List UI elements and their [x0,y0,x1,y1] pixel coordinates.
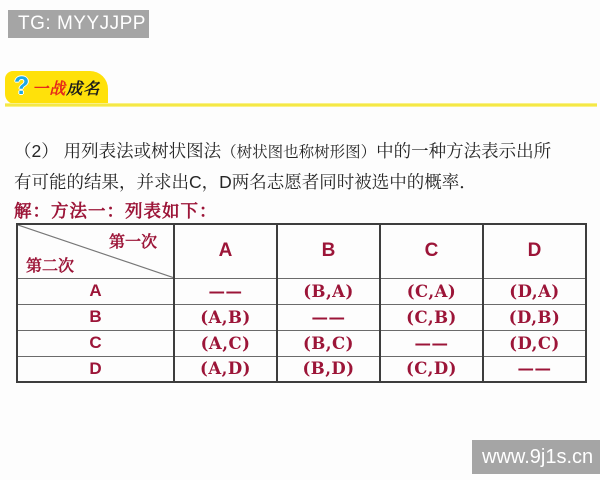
problem-line-2: 有可能的结果，并求出C，D两名志愿者同时被选中的概率． [14,172,477,192]
row-header: A [17,278,174,304]
column-header: A [174,224,277,278]
problem-statement [14,136,592,197]
column-header: C [380,224,483,278]
brand-name-black: 成名 [66,81,101,98]
table-cell: (D,B) [483,304,586,330]
table-row [17,356,586,382]
table-cell: (B,D) [277,356,380,382]
table-cell: (D,C) [483,330,586,356]
contact-badge: TG: MYYJJPP [8,10,149,38]
solution-heading: 解：方法一：列表如下： [14,201,218,221]
table-cell: (A,D) [174,356,277,382]
table-cell: (B,C) [277,330,380,356]
table-cell: (C,B) [380,304,483,330]
outcomes-table [16,223,587,383]
table-cell: (A,C) [174,330,277,356]
corner-label-second: 第二次 [26,257,75,275]
row-header: C [17,330,174,356]
problem-line-1 [14,136,592,167]
table-cell: —— [174,278,277,304]
question-mark-icon: ? [14,72,30,100]
table-cell: —— [277,304,380,330]
table-cell: —— [483,356,586,382]
row-header: B [17,304,174,330]
table-row [17,278,586,304]
column-header: B [277,224,380,278]
table-row [17,304,586,330]
brand-name-red: 一战 [32,81,67,98]
table-cell: (C,A) [380,278,483,304]
table-cell: —— [380,330,483,356]
brand-logo [5,71,108,104]
problem-text: （2） 用列表法或树状图法 [14,141,222,161]
corner-label-first: 第一次 [108,234,157,251]
table-header-row [17,224,586,278]
problem-note: （树状图也称树形图） [221,143,377,161]
column-header: D [483,224,586,278]
row-header: D [17,356,174,382]
table-cell: (D,A) [483,278,586,304]
table-cell: (C,D) [380,356,483,382]
table-row [17,330,586,356]
table-cell: (B,A) [277,278,380,304]
corner-cell [17,224,174,278]
problem-text: 中的一种方法表示出所 [376,141,552,161]
table-cell: (A,B) [174,304,277,330]
divider-line [5,103,597,107]
watermark: www.9j1s.cn [472,440,600,474]
